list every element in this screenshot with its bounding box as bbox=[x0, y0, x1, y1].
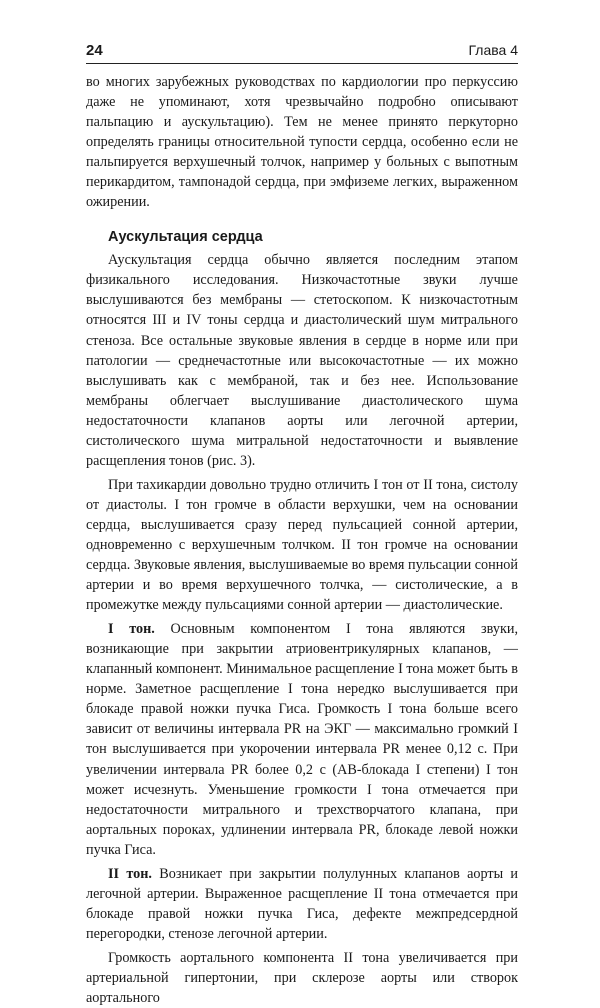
chapter-label: Глава 4 bbox=[468, 42, 518, 58]
paragraph-auscultation: Аускультация сердца обычно является последним этапом физикального исследования. Низкочастотные звуки лучше выслушиваются без мембраны — стетоскопом. К низкочастотным относятся III и IV тоны сердца и диастолический шум митрального стеноза. Все остальные звуковые явления в сердце в норме или при патологии — среднечастотные или высокочастотные — их можно выслушивать как с мембраной, так и без нее. Использование мембраны облегчает выслушивание диастолического шума недостаточности клапанов аорты или легочной артерии, систолического шума митральной недостаточности и выявление расщепления тонов (рис. 3). bbox=[86, 252, 518, 469]
paragraph-second-tone bbox=[86, 864, 518, 944]
header-rule bbox=[86, 63, 518, 64]
running-header bbox=[86, 40, 518, 60]
paragraph-tachycardia: При тахикардии довольно трудно отличить I тон от II тона, систолу от диастолы. I тон громче в области верхушки, чем на основании сердца, выслушивается сразу перед пульсацией сонной артерии, одновременно с верхушечным толчком. II тон громче на основании сердца. Звуковые явления, выслушиваемые во время пульсации сонной артерии и во время верхушечного толчка, — систолические, а в промежутке между пульсациями сонной артерии — диастолические. bbox=[86, 476, 518, 614]
first-tone-label: I тон. bbox=[108, 621, 155, 638]
paragraph-aortic-component: Громкость аортального компонента II тона увеличивается при артериальной гипертонии, при склерозе аорты или створок аортального bbox=[86, 949, 518, 1007]
section-heading: Аускультация сердца bbox=[108, 229, 263, 246]
second-tone-text: Возникает при закрытии полулунных клапанов аорты и легочной артерии. Выраженное расщепление II тона отмечается при блокаде правой ножки пучка Гиса, дефекте межпредсердной перегородки, стенозе легочной артерии. bbox=[86, 865, 519, 942]
paragraph-first-tone bbox=[86, 619, 518, 860]
first-tone-text: Основным компонентом I тона являются звуки, возникающие при закрытии атриовентрикулярных клапанов, — клапанный компонент. Минимальное расщепление I тона может быть в норме. Заметное расщепление I тона нередко выслушивается при блокаде правой ножки пучка Гиса. Громкость I тона больше всего зависит от величины интервала PR на ЭКГ — максимально громкий I тон выслушивается при укорочении интервала PR менее 0,12 с. При увеличении интервала PR более 0,2 с (АВ-блокада I степени) I тон может исчезнуть. Уменьшение громкости I тона отмечается при недостаточности митрального и трехстворчатого клапана, при аортальных пороках, удлинении интервала PR, блокаде левой ножки пучка Гиса. bbox=[86, 621, 518, 858]
page-number: 24 bbox=[86, 42, 103, 59]
second-tone-label: II тон. bbox=[108, 865, 152, 882]
body-text bbox=[86, 72, 518, 1008]
paragraph-continued: во многих зарубежных руководствах по кардиологии про перкуссию даже не упоминают, хотя чрезвычайно подробно описывают пальпацию и аускультацию). Тем не менее принято перкуторно определять границы относительной тупости сердца, особенно если не пальпируется верхушечный толчок, например у больных с выпотным перикардитом, тампонадой сердца, при эмфиземе легких, выраженном ожирении. bbox=[86, 74, 518, 211]
